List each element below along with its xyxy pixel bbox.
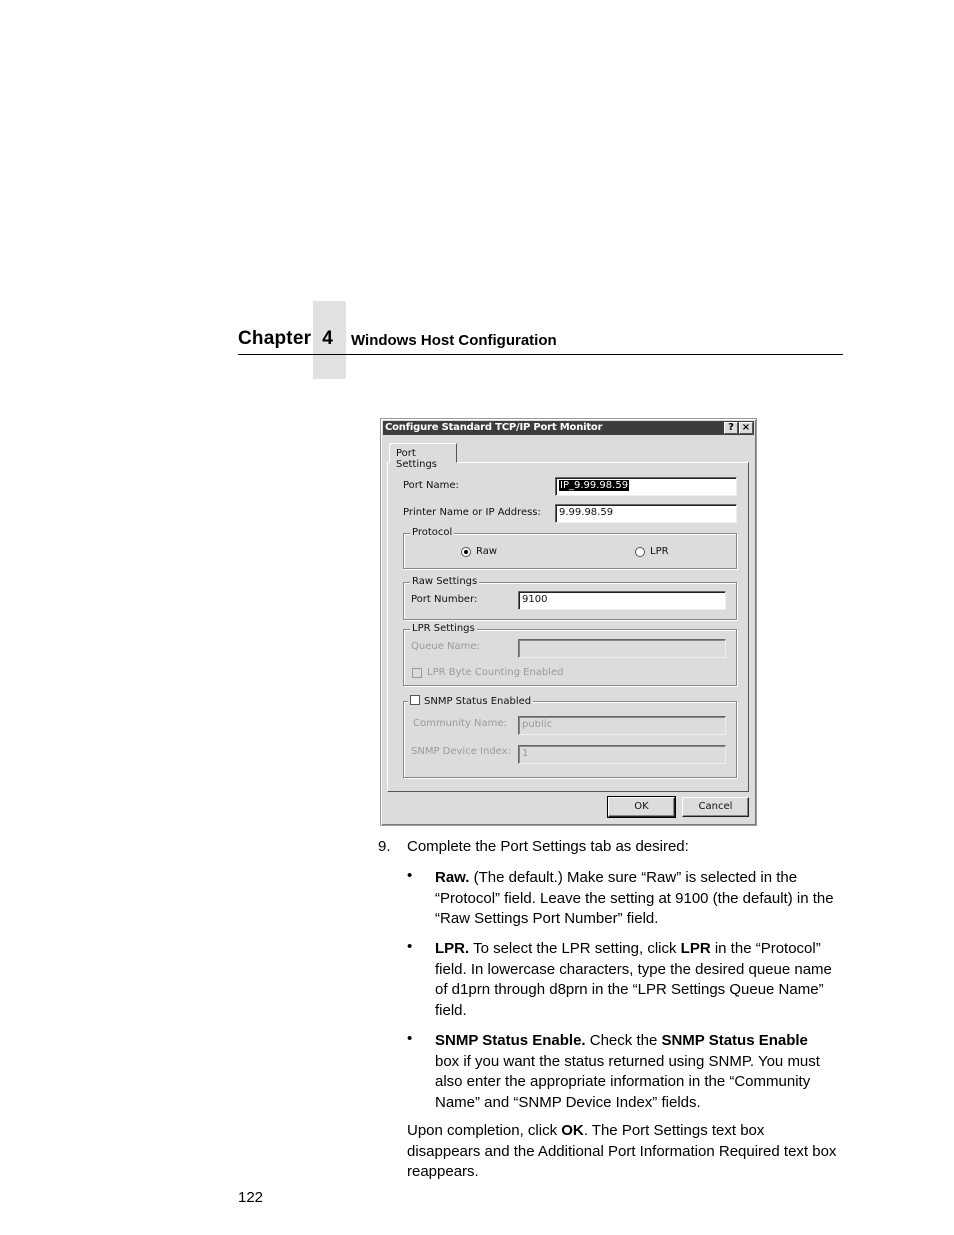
port-name-label: Port Name: [403, 480, 459, 491]
device-index-field[interactable]: 1 [518, 745, 726, 764]
byte-counting-label: LPR Byte Counting Enabled [427, 667, 564, 678]
ok-button[interactable]: OK [608, 797, 675, 817]
tab-port-settings[interactable] [389, 443, 457, 470]
bullet-raw [435, 868, 840, 930]
bullet-lpr-bold: LPR [680, 940, 711, 957]
lpr-settings-legend: LPR Settings [412, 623, 475, 634]
community-name-label: Community Name: [413, 718, 507, 729]
chapter-label: Chapter [238, 328, 312, 349]
snmp-legend [408, 695, 533, 707]
port-number-label: Port Number: [411, 594, 478, 605]
snmp-checkbox[interactable] [410, 695, 420, 705]
bullet-lpr [435, 939, 840, 1021]
cancel-button[interactable]: Cancel [682, 797, 749, 817]
step-number: 9. [378, 838, 391, 855]
port-name-value: IP_9.99.98.59 [560, 480, 629, 491]
step-text: Complete the Port Settings tab as desired: [407, 838, 689, 855]
help-button[interactable]: ? [724, 422, 738, 434]
closing-ok: OK [561, 1122, 584, 1139]
tab-port-settings-label: Port Settings [396, 448, 438, 470]
lpr-settings-group [403, 623, 737, 686]
snmp-group [403, 696, 737, 778]
bullet-symbol: • [407, 867, 413, 884]
bullet-raw-line1: (The default.) Make sure “Raw” is selected in the [469, 869, 798, 886]
port-settings-panel [387, 462, 749, 792]
dialog-title: Configure Standard TCP/IP Port Monitor [385, 422, 603, 433]
queue-name-field[interactable] [518, 639, 726, 658]
byte-counting-checkbox[interactable] [412, 668, 422, 678]
close-button[interactable]: × [739, 422, 753, 434]
chapter-title: Windows Host Configuration [351, 332, 557, 349]
port-monitor-dialog [380, 418, 757, 826]
bullet-lpr-mid2: in the “Protocol” [710, 940, 821, 957]
bullet-snmp-lead: SNMP Status Enable. [435, 1032, 586, 1049]
lpr-radio[interactable] [635, 547, 645, 557]
bullet-raw-lead: Raw. [435, 869, 470, 886]
bullet-snmp-bold: SNMP Status Enable [661, 1032, 808, 1049]
header-rule [238, 354, 843, 355]
port-name-field[interactable] [555, 477, 737, 496]
protocol-group [403, 527, 737, 569]
printer-address-label: Printer Name or IP Address: [403, 507, 541, 518]
dialog-title-bar [383, 421, 754, 435]
raw-radio-label: Raw [476, 546, 498, 557]
bullet-snmp [435, 1031, 840, 1113]
bullet-lpr-lead: LPR. [435, 940, 470, 957]
printer-address-field[interactable]: 9.99.98.59 [555, 504, 737, 523]
closing-post: . The Port Settings text box disappears and the Additional Port Information Required text box reappears. [407, 1122, 837, 1180]
page-number: 122 [238, 1189, 264, 1206]
raw-radio[interactable] [461, 547, 471, 557]
raw-settings-group [403, 576, 737, 620]
bullet-raw-rest: “Protocol” field. Leave the setting at 9100 (the default) in the “Raw Settings Port Number” field. [435, 889, 834, 927]
bullet-lpr-mid1: To select the LPR setting, click [469, 940, 681, 957]
port-number-field[interactable]: 9100 [518, 591, 726, 610]
chapter-number: 4 [322, 328, 333, 349]
closing-paragraph [407, 1121, 837, 1183]
raw-settings-legend: Raw Settings [412, 576, 478, 587]
lpr-radio-label: LPR [650, 546, 669, 557]
community-name-field[interactable]: public [518, 716, 726, 735]
closing-pre: Upon completion, click [407, 1122, 562, 1139]
snmp-label: SNMP Status Enabled [424, 696, 532, 707]
protocol-legend: Protocol [412, 527, 453, 538]
bullet-snmp-rest: box if you want the status returned using SNMP. You must also enter the appropriate information in the “Community Name” and “SNMP Device Index” fields. [435, 1052, 820, 1111]
device-index-label: SNMP Device Index: [411, 746, 511, 757]
queue-name-label: Queue Name: [411, 641, 480, 652]
bullet-lpr-rest: field. In lowercase characters, type the desired queue name of d1prn through d8prn in the “LPR Settings Queue Name” field. [435, 960, 832, 1019]
bullet-symbol: • [407, 938, 413, 955]
bullet-snmp-mid1: Check the [585, 1032, 662, 1049]
bullet-symbol: • [407, 1030, 413, 1047]
